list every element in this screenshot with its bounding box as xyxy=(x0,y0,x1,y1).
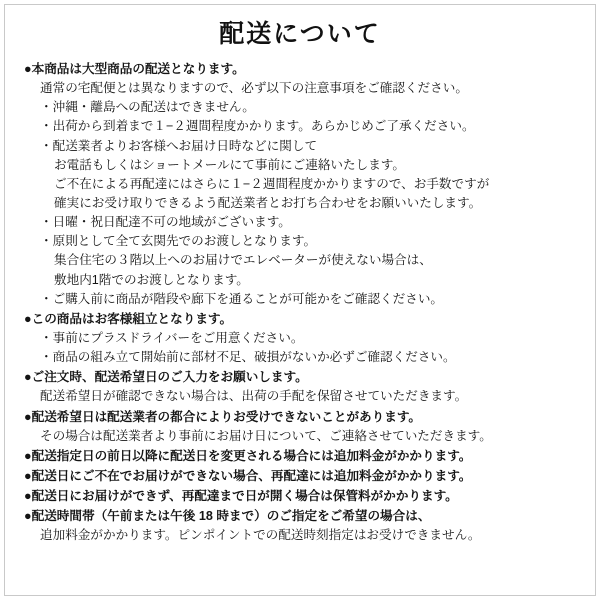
section-line: ・出荷から到着まで１−２週間程度かかります。あらかじめご了承ください。 xyxy=(40,119,475,134)
section-block xyxy=(24,487,578,506)
section-line: 追加料金がかかります。ピンポイントでの配送時刻指定はお受けできません。 xyxy=(40,528,481,543)
section-block xyxy=(24,467,578,486)
section-heading: ●配送希望日は配送業者の都合によりお受けできないことがあります。 xyxy=(24,409,422,424)
section-heading: ●配送日にご不在でお届けができない場合、再配達には追加料金がかかります。 xyxy=(24,468,472,483)
section-line: 確実にお受け取りできるよう配送業者とお打ち合わせをお願いいたします。 xyxy=(54,195,482,210)
page-title: 配送について xyxy=(219,20,381,48)
section-heading: ●配送日にお届けができず、再配達まで日が開く場合は保管料がかかります。 xyxy=(24,489,458,504)
section-line: ・原則として全て玄関先でのお渡しとなります。 xyxy=(40,234,317,249)
section-block xyxy=(24,507,578,545)
section-block xyxy=(24,60,578,309)
section-line: ・配送業者よりお客様へお届け日時などに関して xyxy=(40,138,318,153)
section-line: その場合は配送業者より事前にお届け日について、ご連絡させていただきます。 xyxy=(40,428,492,443)
section-line: ・ご購入前に商品が階段や廊下を通ることが可能かをご確認ください。 xyxy=(40,291,443,306)
section-line: 通常の宅配便とは異なりますので、必ず以下の注意事項をご確認ください。 xyxy=(40,81,468,96)
section-line: ・事前にプラスドライバーをご用意ください。 xyxy=(40,330,304,345)
section-heading: ●この商品はお客様組立となります。 xyxy=(24,311,233,326)
section-heading: ●ご注文時、配送希望日のご入力をお願いします。 xyxy=(24,370,308,385)
section-block xyxy=(24,310,578,367)
section-line: 配送希望日が確認できない場合は、出荷の手配を保留させていただきます。 xyxy=(40,389,468,404)
section-line: ・日曜・祝日配達不可の地域がございます。 xyxy=(40,215,291,230)
document-body xyxy=(0,60,600,546)
section-heading: ●本商品は大型商品の配送となります。 xyxy=(24,62,245,76)
section-block xyxy=(24,368,578,406)
section-line: ご不在による再配達にはさらに１−２週間程度かかりますので、お手数ですが xyxy=(54,176,490,191)
section-heading: ●配送指定日の前日以降に配送日を変更される場合には追加料金がかかります。 xyxy=(24,448,472,463)
section-block xyxy=(24,408,578,446)
section-heading: ●配送時間帯（午前または午後 18 時まで）のご指定をご希望の場合は、 xyxy=(24,509,431,524)
section-line: お電話もしくはショートメールにて事前にご連絡いたします。 xyxy=(54,157,405,172)
section-line: ・沖縄・離島への配送はできません。 xyxy=(40,100,255,115)
section-line: 集合住宅の３階以上へのお届けでエレベーターが使えない場合は、 xyxy=(54,253,432,268)
section-line: ・商品の組み立て開始前に部材不足、破損がないか必ずご確認ください。 xyxy=(40,350,456,365)
section-block xyxy=(24,447,578,466)
section-line: 敷地内1階でのお渡しとなります。 xyxy=(54,272,249,287)
